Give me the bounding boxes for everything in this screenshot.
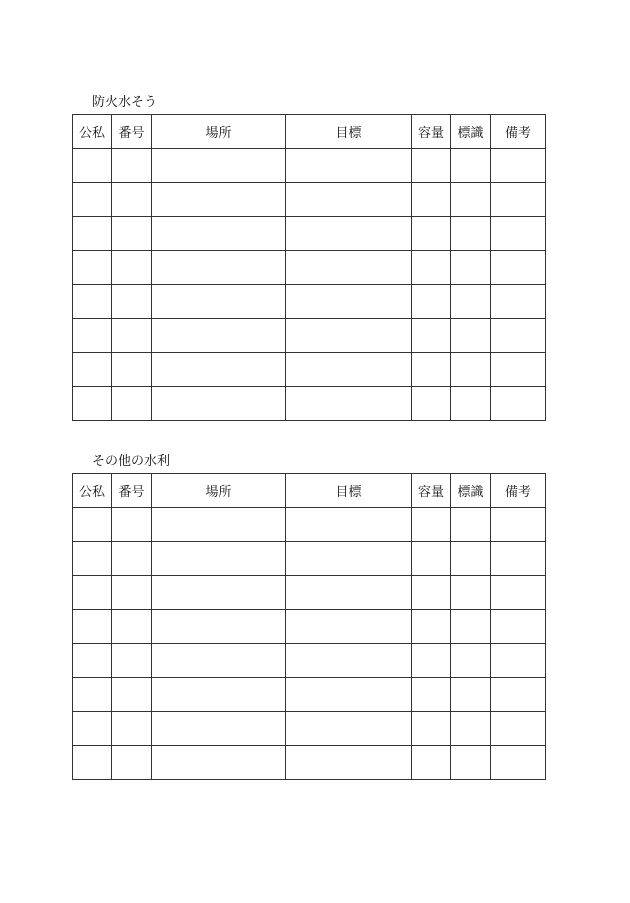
cell-sign	[451, 319, 491, 353]
table-row	[73, 644, 546, 678]
cell-public-private	[73, 712, 112, 746]
cell-landmark	[286, 319, 412, 353]
cell-location	[152, 285, 286, 319]
cell-remarks	[491, 353, 546, 387]
cell-sign	[451, 387, 491, 421]
cell-public-private	[73, 217, 112, 251]
header-number: 番号	[112, 115, 152, 149]
table-body	[73, 149, 546, 421]
cell-location	[152, 644, 286, 678]
cell-capacity	[412, 610, 451, 644]
header-public-private: 公私	[73, 115, 112, 149]
cell-remarks	[491, 678, 546, 712]
cell-public-private	[73, 678, 112, 712]
header-sign: 標識	[451, 115, 491, 149]
cell-public-private	[73, 746, 112, 780]
other-water-sources-table	[72, 473, 546, 780]
cell-sign	[451, 576, 491, 610]
cell-public-private	[73, 319, 112, 353]
cell-location	[152, 251, 286, 285]
cell-capacity	[412, 576, 451, 610]
cell-landmark	[286, 285, 412, 319]
cell-landmark	[286, 678, 412, 712]
cell-remarks	[491, 712, 546, 746]
cell-sign	[451, 217, 491, 251]
cell-capacity	[412, 353, 451, 387]
cell-number	[112, 508, 152, 542]
cell-landmark	[286, 610, 412, 644]
table-row	[73, 353, 546, 387]
cell-public-private	[73, 644, 112, 678]
cell-landmark	[286, 712, 412, 746]
cell-capacity	[412, 183, 451, 217]
header-sign: 標識	[451, 474, 491, 508]
table-row	[73, 285, 546, 319]
cell-location	[152, 746, 286, 780]
cell-number	[112, 610, 152, 644]
cell-public-private	[73, 251, 112, 285]
cell-landmark	[286, 353, 412, 387]
cell-sign	[451, 183, 491, 217]
table-row	[73, 183, 546, 217]
cell-landmark	[286, 542, 412, 576]
cell-public-private	[73, 353, 112, 387]
cell-landmark	[286, 251, 412, 285]
cell-number	[112, 746, 152, 780]
cell-number	[112, 183, 152, 217]
cell-number	[112, 217, 152, 251]
cell-remarks	[491, 576, 546, 610]
cell-landmark	[286, 644, 412, 678]
cell-public-private	[73, 285, 112, 319]
cell-sign	[451, 712, 491, 746]
cell-capacity	[412, 217, 451, 251]
cell-remarks	[491, 746, 546, 780]
header-landmark: 目標	[286, 115, 412, 149]
cell-public-private	[73, 576, 112, 610]
cell-location	[152, 576, 286, 610]
cell-location	[152, 678, 286, 712]
cell-sign	[451, 746, 491, 780]
cell-location	[152, 217, 286, 251]
cell-remarks	[491, 387, 546, 421]
cell-sign	[451, 644, 491, 678]
table-header-row	[73, 474, 546, 508]
table-row	[73, 251, 546, 285]
cell-number	[112, 285, 152, 319]
cell-number	[112, 353, 152, 387]
table-row	[73, 217, 546, 251]
cell-capacity	[412, 508, 451, 542]
cell-number	[112, 712, 152, 746]
cell-remarks	[491, 644, 546, 678]
cell-number	[112, 149, 152, 183]
cell-public-private	[73, 183, 112, 217]
cell-location	[152, 319, 286, 353]
cell-location	[152, 712, 286, 746]
cell-capacity	[412, 712, 451, 746]
cell-landmark	[286, 576, 412, 610]
cell-landmark	[286, 183, 412, 217]
cell-capacity	[412, 387, 451, 421]
cell-capacity	[412, 644, 451, 678]
cell-number	[112, 319, 152, 353]
cell-location	[152, 353, 286, 387]
cell-landmark	[286, 508, 412, 542]
cell-sign	[451, 678, 491, 712]
cell-remarks	[491, 319, 546, 353]
header-location: 場所	[152, 115, 286, 149]
cell-landmark	[286, 149, 412, 183]
table-row	[73, 387, 546, 421]
cell-public-private	[73, 387, 112, 421]
cell-sign	[451, 542, 491, 576]
header-location: 場所	[152, 474, 286, 508]
table-header-row	[73, 115, 546, 149]
cell-remarks	[491, 542, 546, 576]
cell-remarks	[491, 149, 546, 183]
cell-location	[152, 508, 286, 542]
cell-sign	[451, 285, 491, 319]
cell-remarks	[491, 183, 546, 217]
cell-remarks	[491, 285, 546, 319]
section-title-other-water-sources: その他の水利	[92, 454, 171, 469]
cell-capacity	[412, 285, 451, 319]
cell-remarks	[491, 508, 546, 542]
header-remarks: 備考	[491, 115, 546, 149]
cell-capacity	[412, 251, 451, 285]
header-landmark: 目標	[286, 474, 412, 508]
cell-landmark	[286, 217, 412, 251]
section-title-fire-water-tank: 防火水そう	[92, 95, 158, 110]
cell-public-private	[73, 542, 112, 576]
cell-location	[152, 183, 286, 217]
cell-sign	[451, 610, 491, 644]
cell-capacity	[412, 542, 451, 576]
cell-number	[112, 542, 152, 576]
header-public-private: 公私	[73, 474, 112, 508]
cell-sign	[451, 251, 491, 285]
cell-remarks	[491, 217, 546, 251]
header-capacity: 容量	[412, 474, 451, 508]
fire-water-tank-table	[72, 114, 546, 421]
table-row	[73, 542, 546, 576]
cell-remarks	[491, 610, 546, 644]
table-body	[73, 508, 546, 780]
header-number: 番号	[112, 474, 152, 508]
cell-location	[152, 387, 286, 421]
cell-location	[152, 149, 286, 183]
table-row	[73, 508, 546, 542]
table-row	[73, 610, 546, 644]
cell-sign	[451, 353, 491, 387]
table-row	[73, 712, 546, 746]
cell-sign	[451, 508, 491, 542]
cell-number	[112, 576, 152, 610]
table-row	[73, 678, 546, 712]
table-row	[73, 746, 546, 780]
cell-public-private	[73, 610, 112, 644]
cell-number	[112, 644, 152, 678]
cell-capacity	[412, 149, 451, 183]
cell-capacity	[412, 746, 451, 780]
cell-capacity	[412, 319, 451, 353]
cell-public-private	[73, 508, 112, 542]
table-row	[73, 576, 546, 610]
cell-number	[112, 251, 152, 285]
header-remarks: 備考	[491, 474, 546, 508]
cell-landmark	[286, 746, 412, 780]
cell-number	[112, 678, 152, 712]
table-row	[73, 319, 546, 353]
cell-landmark	[286, 387, 412, 421]
header-capacity: 容量	[412, 115, 451, 149]
cell-location	[152, 542, 286, 576]
table-row	[73, 149, 546, 183]
cell-remarks	[491, 251, 546, 285]
cell-capacity	[412, 678, 451, 712]
cell-public-private	[73, 149, 112, 183]
cell-number	[112, 387, 152, 421]
cell-location	[152, 610, 286, 644]
cell-sign	[451, 149, 491, 183]
